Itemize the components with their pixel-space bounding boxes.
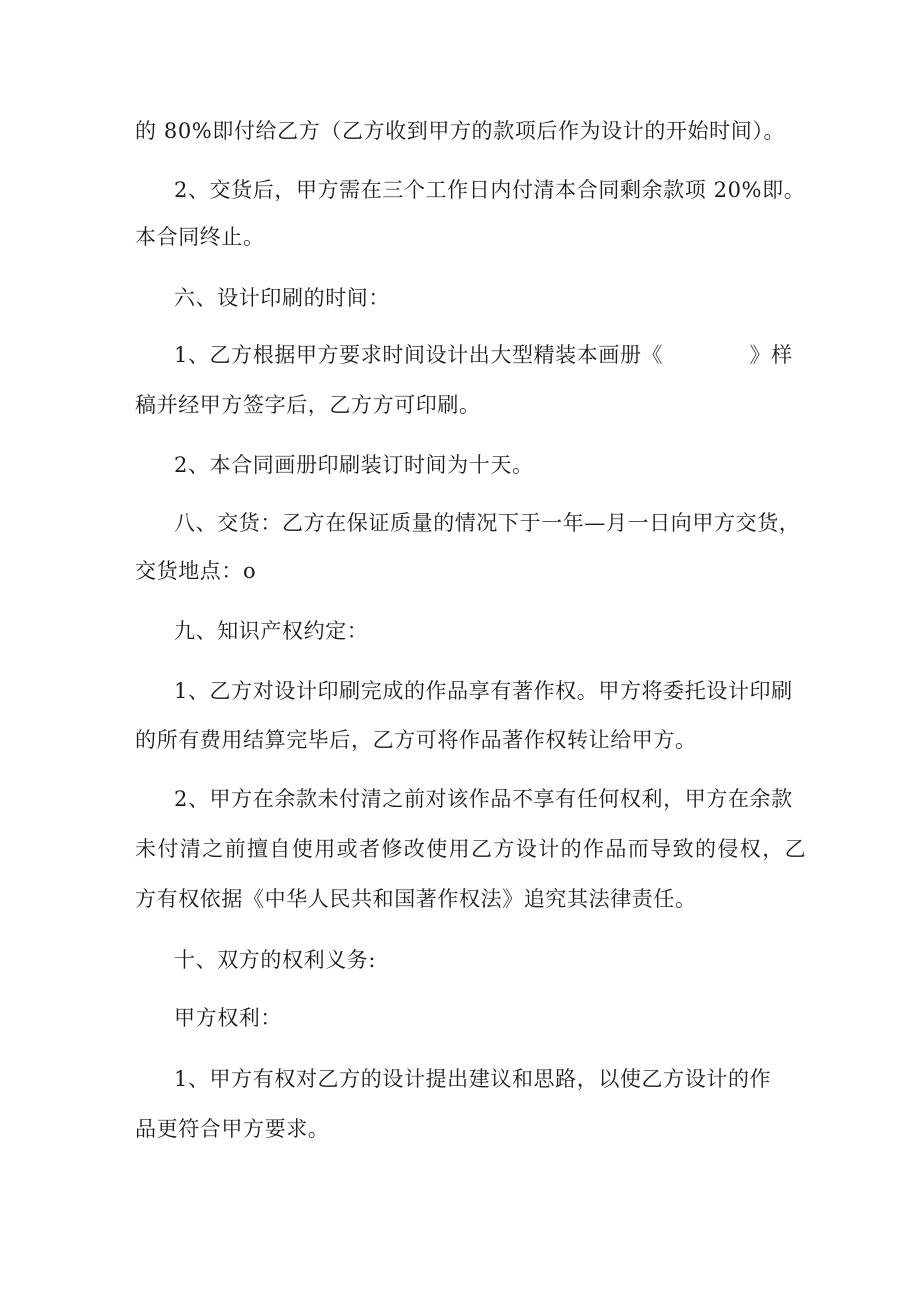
- paragraph-line-delivery-location: 交货地点：o: [135, 559, 257, 583]
- subheading-party-a-rights: 甲方权利：: [174, 1006, 282, 1030]
- paragraph-line-delivery-payment: 2、交货后，甲方需在三个工作日内付清本合同剩余款项 20%即。: [174, 178, 806, 202]
- paragraph-line-no-rights: 2、甲方在余款未付清之前对该作品不享有任何权利，甲方在余款: [174, 787, 793, 811]
- paragraph-line-requirements: 品更符合甲方要求。: [135, 1117, 330, 1141]
- section-heading-design-print-time: 六、设计印刷的时间：: [174, 286, 390, 310]
- paragraph-line-legal-liability: 方有权依据《中华人民共和国著作权法》追究其法律责任。: [135, 887, 697, 911]
- paragraph-line-copyright-transfer: 的所有费用结算完毕后，乙方可将作品著作权转让给甲方。: [135, 728, 697, 752]
- paragraph-line-sign-print: 稿并经甲方签字后，乙方方可印刷。: [135, 393, 481, 417]
- paragraph-line-suggestions: 1、甲方有权对乙方的设计提出建议和思路，以使乙方设计的作: [174, 1067, 772, 1091]
- paragraph-line-design-sample: 1、乙方根据甲方要求时间设计出大型精装本画册《 》样: [174, 343, 793, 367]
- paragraph-line-binding-time: 2、本合同画册印刷装订时间为十天。: [174, 453, 534, 477]
- paragraph-line-contract-end: 本合同终止。: [135, 225, 265, 249]
- section-heading-delivery: 八、交货：乙方在保证质量的情况下于一年—月一日向甲方交货，: [174, 511, 801, 535]
- section-heading-ip-agreement: 九、知识产权约定：: [174, 619, 369, 643]
- paragraph-line-copyright: 1、乙方对设计印刷完成的作品享有著作权。甲方将委托设计印刷: [174, 679, 793, 703]
- paragraph-line-payment-80: 的 80%即付给乙方（乙方收到甲方的款项后作为设计的开始时间）。: [135, 119, 786, 143]
- section-heading-rights-obligations: 十、双方的权利义务:: [174, 948, 377, 972]
- paragraph-line-infringement: 未付清之前擅自使用或者修改使用乙方设计的作品而导致的侵权，乙: [135, 837, 807, 861]
